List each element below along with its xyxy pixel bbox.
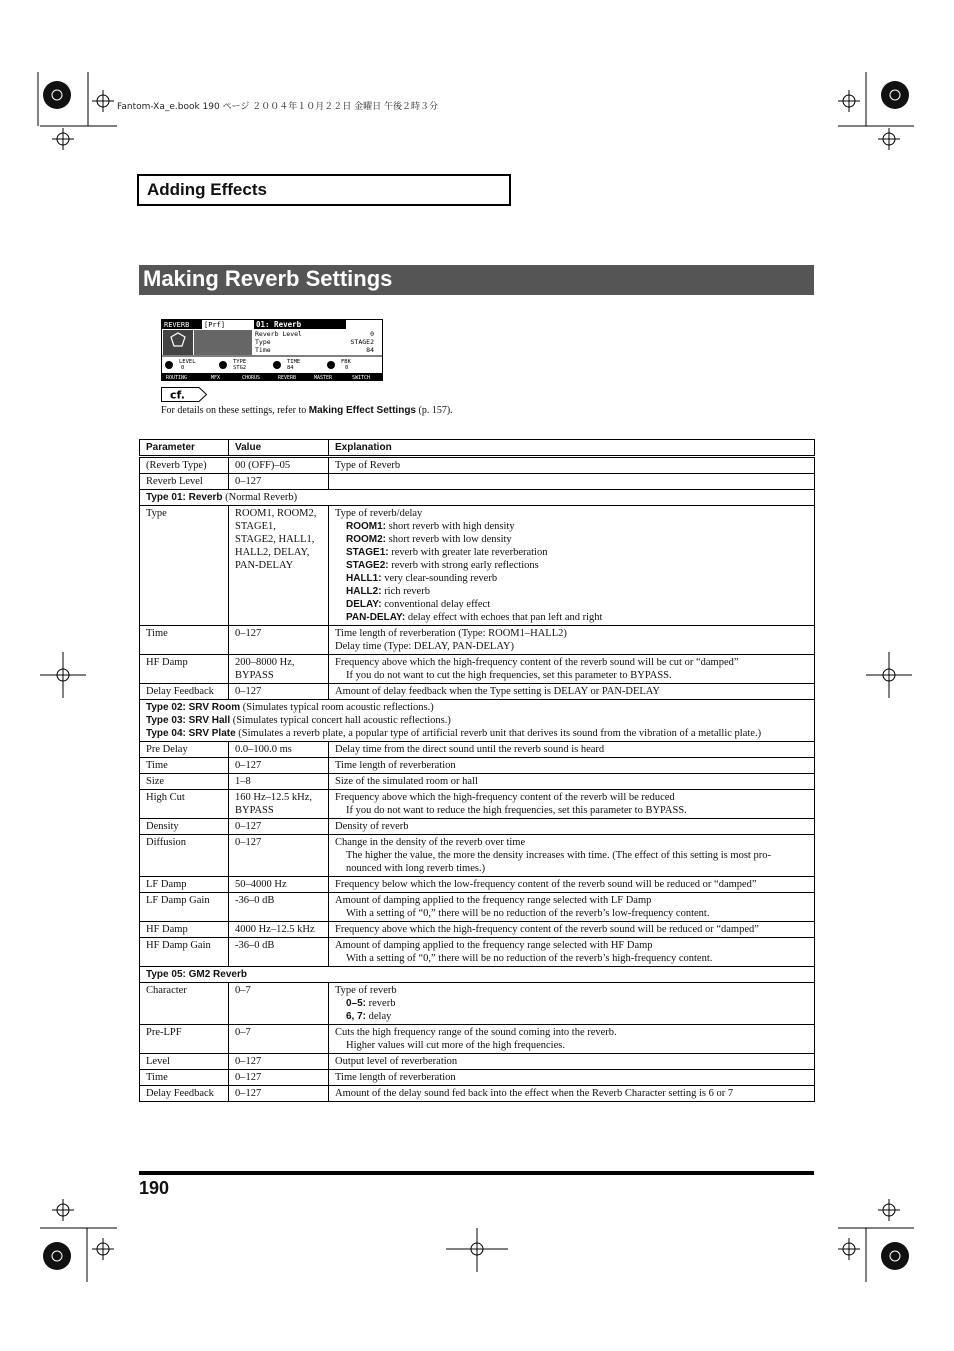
- param-cell: Time: [140, 758, 229, 774]
- explanation-cell: [329, 474, 815, 490]
- type-item: [335, 997, 808, 1010]
- value-line: ROOM1, ROOM2,: [235, 508, 317, 519]
- param-cell: LF Damp Gain: [140, 893, 229, 922]
- table-row: [140, 655, 815, 684]
- table-row: [140, 1070, 815, 1086]
- value-cell: 0–127: [229, 626, 329, 655]
- type-item: [335, 585, 808, 598]
- section-title: Adding Effects: [147, 180, 267, 199]
- reference-note: [161, 405, 453, 416]
- type-key: ROOM1:: [346, 521, 386, 532]
- value-line: 160 Hz–12.5 kHz,: [235, 792, 312, 803]
- explanation-cell: Frequency below which the low-frequency content of the reverb sound will be reduced or “damped”: [329, 877, 815, 893]
- cf-label: cf.: [170, 388, 185, 402]
- explanation-cell: [329, 626, 815, 655]
- value-cell: 0–127: [229, 1086, 329, 1102]
- explanation-line: Delay time (Type: DELAY, PAN-DELAY): [335, 641, 515, 652]
- reference-page: (p. 157).: [416, 405, 453, 416]
- explanation-cell: Size of the simulated room or hall: [329, 774, 815, 790]
- lcd-button: MASTER: [314, 375, 333, 381]
- type-desc: short reverb with high density: [386, 521, 515, 532]
- value-line: 200–8000 Hz,: [235, 657, 295, 668]
- explanation-line: Frequency above which the high-frequency content of the reverb will be reduced: [335, 792, 675, 803]
- value-cell: -36–0 dB: [229, 893, 329, 922]
- value-cell: [229, 790, 329, 819]
- lcd-button: MFX: [211, 375, 221, 381]
- explanation-cell: [329, 835, 815, 877]
- table-row: [140, 684, 815, 700]
- explanation-cell: [329, 790, 815, 819]
- param-cell: High Cut: [140, 790, 229, 819]
- book-info: Fantom-Xa_e.book 190 ページ ２００４年１０月２２日 金曜日 午後２時３分: [117, 102, 438, 112]
- value-cell: [229, 655, 329, 684]
- value-cell: 0–127: [229, 1070, 329, 1086]
- type-item: [335, 572, 808, 585]
- explanation-cell: Output level of reverberation: [329, 1054, 815, 1070]
- type-group-cell: [140, 967, 815, 983]
- lcd-type: 01: Reverb: [256, 320, 302, 329]
- explanation-line: Type of reverb/delay: [335, 508, 423, 519]
- table-row: [140, 790, 815, 819]
- type-desc: reverb with greater late reverberation: [388, 547, 548, 558]
- value-cell: 0–127: [229, 819, 329, 835]
- column-header: Value: [229, 440, 329, 457]
- type-item: [335, 611, 808, 624]
- type-desc: conventional delay effect: [381, 599, 491, 610]
- page-title: Making Reverb Settings: [143, 266, 393, 291]
- value-line: BYPASS: [235, 670, 274, 681]
- type-key: ROOM2:: [346, 534, 386, 545]
- explanation-line: Amount of damping applied to the frequency range selected with LF Damp: [335, 895, 652, 906]
- explanation-cell: Time length of reverberation: [329, 758, 815, 774]
- type-item: [335, 598, 808, 611]
- value-line: PAN-DELAY: [235, 560, 294, 571]
- value-line: HALL2, DELAY,: [235, 547, 310, 558]
- param-cell: LF Damp: [140, 877, 229, 893]
- lcd-button: SWITCH: [352, 375, 371, 381]
- type-name: Type 02: SRV Room: [146, 702, 241, 713]
- table-header-row: [140, 440, 815, 457]
- type-group-cell: [140, 490, 815, 506]
- type-name: Type 04: SRV Plate: [146, 728, 236, 739]
- page-number: 190: [139, 1178, 170, 1198]
- lcd-knob-value: 84: [287, 365, 294, 371]
- value-cell: 0–127: [229, 684, 329, 700]
- explanation-cell: [329, 938, 815, 967]
- type-description: (Simulates typical room acoustic reflections.): [240, 702, 434, 713]
- type-description: (Simulates typical concert hall acoustic reflections.): [230, 715, 451, 726]
- lcd-knob-label: TYPE: [233, 359, 247, 365]
- param-cell: Delay Feedback: [140, 684, 229, 700]
- type-key: PAN-DELAY:: [346, 612, 406, 623]
- table-row: [140, 774, 815, 790]
- explanation-cell: Amount of delay feedback when the Type setting is DELAY or PAN-DELAY: [329, 684, 815, 700]
- param-cell: (Reverb Type): [140, 457, 229, 474]
- param-cell: HF Damp: [140, 922, 229, 938]
- section-header: [137, 174, 511, 206]
- type-desc: reverb with strong early reflections: [388, 560, 539, 571]
- explanation-line: Cuts the high frequency range of the sound coming into the reverb.: [335, 1027, 617, 1038]
- type-description: (Simulates a reverb plate, a popular type of artificial reverb unit that derives its sound from the vibration of a metallic plate.): [235, 728, 762, 739]
- type-description: (Normal Reverb): [222, 492, 298, 503]
- table-row: [140, 938, 815, 967]
- explanation-note: If you do not want to cut the high frequencies, set this parameter to BYPASS.: [346, 670, 672, 681]
- param-cell: Delay Feedback: [140, 1086, 229, 1102]
- type-item: [335, 546, 808, 559]
- cf-icon: [161, 387, 207, 402]
- param-cell: Density: [140, 819, 229, 835]
- value-cell: [229, 506, 329, 626]
- explanation-cell: Time length of reverberation: [329, 1070, 815, 1086]
- table-row: [140, 474, 815, 490]
- table-row: [140, 1086, 815, 1102]
- type-key: 0–5:: [346, 998, 367, 1009]
- value-line: STAGE2, HALL1,: [235, 534, 315, 545]
- lcd-knob-label: TIME: [287, 359, 301, 365]
- lcd-button: CHORUS: [242, 375, 261, 381]
- param-cell: Reverb Level: [140, 474, 229, 490]
- reference-text: For details on these settings, refer to: [161, 405, 309, 416]
- parameter-table: [139, 439, 815, 1102]
- param-cell: Diffusion: [140, 835, 229, 877]
- param-cell: Time: [140, 626, 229, 655]
- type-item: [335, 520, 808, 533]
- explanation-cell: Amount of the delay sound fed back into the effect when the Reverb Character setting is 6 or 7: [329, 1086, 815, 1102]
- type-name: Type 01: Reverb: [146, 492, 223, 503]
- table-row: [140, 877, 815, 893]
- value-cell: 00 (OFF)–05: [229, 457, 329, 474]
- explanation-cell: Frequency above which the high-frequency content of the reverb sound will be reduced or “damped”: [329, 922, 815, 938]
- explanation-cell: Delay time from the direct sound until the reverb sound is heard: [329, 742, 815, 758]
- lcd-knob-value: 0: [181, 365, 185, 371]
- table-row: [140, 742, 815, 758]
- explanation-note: With a setting of “0,” there will be no reduction of the reverb’s high-frequency content.: [346, 953, 713, 964]
- explanation-line: Amount of damping applied to the frequency range selected with HF Damp: [335, 940, 653, 951]
- type-item: [335, 559, 808, 572]
- lcd-screen: [161, 319, 383, 381]
- explanation-line: Frequency above which the high-frequency content of the reverb sound will be cut or “damped”: [335, 657, 739, 668]
- explanation-cell: Density of reverb: [329, 819, 815, 835]
- value-cell: 50–4000 Hz: [229, 877, 329, 893]
- explanation-cell: Type of Reverb: [329, 457, 815, 474]
- value-cell: 0–127: [229, 474, 329, 490]
- explanation-cell: [329, 506, 815, 626]
- lcd-knob-value: 0: [345, 365, 349, 371]
- explanation-cell: [329, 655, 815, 684]
- type-key: 6, 7:: [346, 1011, 367, 1022]
- table-row: [140, 758, 815, 774]
- value-cell: 0–127: [229, 758, 329, 774]
- explanation-line: Time length of reverberation (Type: ROOM1–HALL2): [335, 628, 567, 639]
- table-row: [140, 819, 815, 835]
- value-cell: 0–7: [229, 983, 329, 1025]
- type-key: DELAY:: [346, 599, 382, 610]
- explanation-note: nounced with long reverb times.): [346, 863, 486, 874]
- lcd-row-value: 0: [370, 330, 374, 338]
- explanation-note: If you do not want to reduce the high frequencies, set this parameter to BYPASS.: [346, 805, 687, 816]
- value-line: BYPASS: [235, 805, 274, 816]
- type-desc: delay: [366, 1011, 392, 1022]
- param-cell: Time: [140, 1070, 229, 1086]
- type-group-row: [140, 490, 815, 506]
- reference-link: Making Effect Settings: [308, 405, 416, 416]
- type-desc: rich reverb: [381, 586, 430, 597]
- value-cell: 0–7: [229, 1025, 329, 1054]
- lcd-row-value: 84: [366, 346, 374, 354]
- type-item: [335, 533, 808, 546]
- type-key: STAGE2:: [346, 560, 389, 571]
- type-group-row: [140, 967, 815, 983]
- lcd-row-value: STAGE2: [350, 338, 374, 346]
- type-key: STAGE1:: [346, 547, 389, 558]
- explanation-cell: [329, 983, 815, 1025]
- lcd-knob-label: FBK: [341, 359, 351, 365]
- column-header: Parameter: [140, 440, 229, 457]
- column-header: Explanation: [329, 440, 815, 457]
- type-group-row: [140, 700, 815, 742]
- table-row: [140, 506, 815, 626]
- value-cell: 0–127: [229, 835, 329, 877]
- value-cell: 0.0–100.0 ms: [229, 742, 329, 758]
- explanation-cell: [329, 893, 815, 922]
- table-row: [140, 983, 815, 1025]
- lcd-button: REVERB: [278, 375, 297, 381]
- param-cell: Character: [140, 983, 229, 1025]
- value-cell: 4000 Hz–12.5 kHz: [229, 922, 329, 938]
- type-desc: reverb: [366, 998, 396, 1009]
- table-row: [140, 1054, 815, 1070]
- lcd-row-label: Reverb Level: [255, 330, 302, 338]
- explanation-note: With a setting of “0,” there will be no reduction of the reverb’s low-frequency content.: [346, 908, 710, 919]
- type-name: Type 05: GM2 Reverb: [146, 969, 247, 980]
- param-cell: Pre-LPF: [140, 1025, 229, 1054]
- type-key: HALL2:: [346, 586, 382, 597]
- type-desc: short reverb with low density: [386, 534, 512, 545]
- param-cell: Pre Delay: [140, 742, 229, 758]
- value-cell: -36–0 dB: [229, 938, 329, 967]
- param-cell: HF Damp Gain: [140, 938, 229, 967]
- type-group-cell: [140, 700, 815, 742]
- value-line: STAGE1,: [235, 521, 276, 532]
- explanation-note: Higher values will cut more of the high frequencies.: [346, 1040, 565, 1051]
- table-row: [140, 626, 815, 655]
- type-item: [335, 1010, 808, 1023]
- footer-rule: [139, 1171, 814, 1175]
- explanation-line: Type of reverb: [335, 985, 397, 996]
- explanation-line: Change in the density of the reverb over time: [335, 837, 526, 848]
- param-cell: Size: [140, 774, 229, 790]
- param-cell: Type: [140, 506, 229, 626]
- explanation-cell: [329, 1025, 815, 1054]
- lcd-row-label: Time: [255, 346, 271, 354]
- lcd-tab: REVERB: [164, 321, 190, 329]
- table-row: [140, 457, 815, 474]
- lcd-row-label: Type: [255, 338, 271, 346]
- type-key: HALL1:: [346, 573, 382, 584]
- param-cell: HF Damp: [140, 655, 229, 684]
- explanation-note: The higher the value, the more the density increases with time. (The effect of this setting is most pro-: [346, 850, 771, 861]
- value-cell: 0–127: [229, 1054, 329, 1070]
- lcd-button: ROUTING: [166, 375, 188, 381]
- table-row: [140, 1025, 815, 1054]
- lcd-mode: [Prf]: [204, 321, 226, 329]
- type-name: Type 03: SRV Hall: [146, 715, 231, 726]
- table-row: [140, 922, 815, 938]
- table-row: [140, 835, 815, 877]
- page-title-bar: [139, 265, 814, 295]
- type-desc: delay effect with echoes that pan left and right: [405, 612, 603, 623]
- lcd-knob-label: LEVEL: [179, 359, 196, 365]
- type-desc: very clear-sounding reverb: [381, 573, 498, 584]
- param-cell: Level: [140, 1054, 229, 1070]
- lcd-knob-value: STG2: [233, 365, 247, 371]
- value-cell: 1–8: [229, 774, 329, 790]
- table-row: [140, 893, 815, 922]
